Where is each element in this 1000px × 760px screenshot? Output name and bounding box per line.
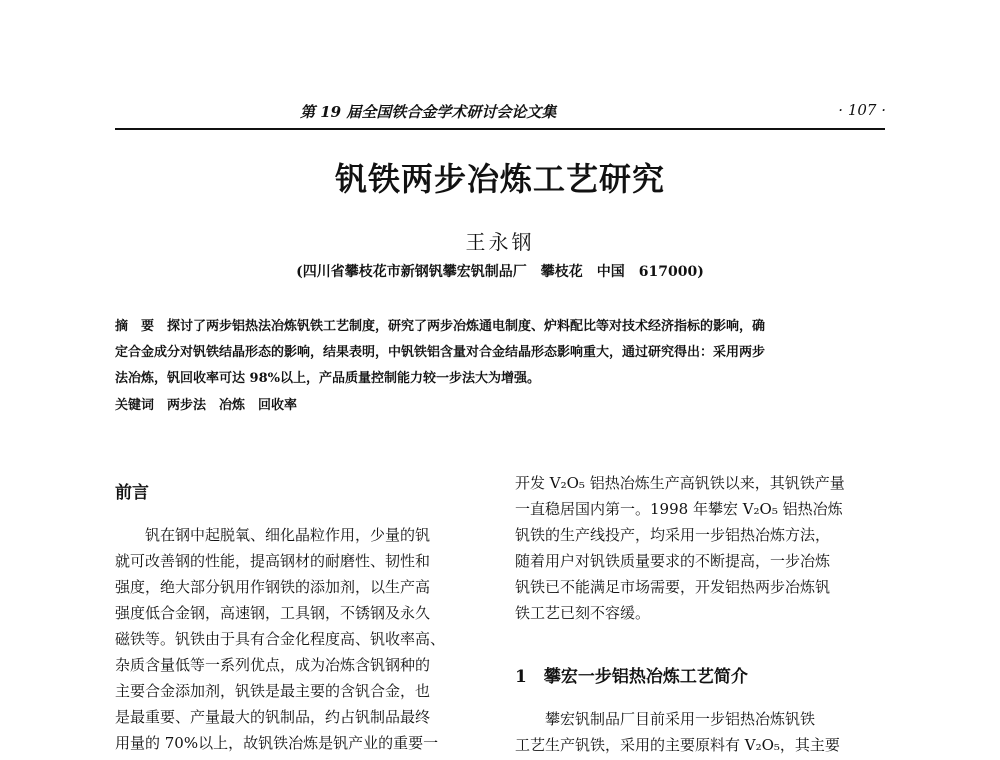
text-line: 随着用户对钒铁质量要求的不断提高，一步冶炼 xyxy=(515,552,831,570)
author-name: 王永钢 xyxy=(465,230,535,254)
abstract-line: 法冶炼，钒回收率可达 98%以上，产品质量控制能力较一步法大为增强。 xyxy=(115,371,540,386)
text-line: 铁工艺已刻不容缓。 xyxy=(515,604,651,622)
section-heading-intro: 前言 xyxy=(115,483,149,503)
paper-title: 钒铁两步冶炼工艺研究 xyxy=(334,160,665,198)
abstract xyxy=(115,314,885,392)
abstract-line: 摘 要 探讨了两步铝热法冶炼钒铁工艺制度，研究了两步冶炼通电制度、炉料配比等对技术经济指标的影响，确 xyxy=(115,319,766,334)
abstract-line: 定合金成分对钒铁结晶形态的影响，结果表明，中钒铁铝含量对合金结晶形态影响重大，通过研究得出：采用两步 xyxy=(115,345,766,360)
page-number: · 107 · xyxy=(838,101,886,119)
text-line: 攀宏钒制品厂目前采用一步铝热冶炼钒铁 xyxy=(515,710,816,728)
text-line: 强度，绝大部分钒用作钢铁的添加剂，以生产高 xyxy=(115,578,431,596)
text-line: 钒铁的生产线投产，均采用一步铝热冶炼方法， xyxy=(515,526,831,544)
keywords: 关键词 两步法 冶炼 回收率 xyxy=(115,398,298,413)
header-rule xyxy=(115,128,885,130)
text-line: 主要合金添加剂，钒铁是最主要的含钒合金，也 xyxy=(115,682,431,700)
running-header-title: 第 19 届全国铁合金学术研讨会论文集 xyxy=(300,103,557,121)
section1-paragraph xyxy=(515,706,890,758)
text-line: 工艺生产钒铁，采用的主要原料有 V₂O₅，其主要 xyxy=(515,736,840,754)
intro-paragraph xyxy=(115,522,485,756)
text-line: 钒在钢中起脱氧、细化晶粒作用，少量的钒 xyxy=(115,526,431,544)
text-line: 一直稳居国内第一。1998 年攀宏 V₂O₅ 铝热冶炼 xyxy=(515,500,843,518)
section-heading-1: 1 攀宏一步铝热冶炼工艺简介 xyxy=(515,667,748,687)
text-line: 开发 V₂O₅ 铝热冶炼生产高钒铁以来，其钒铁产量 xyxy=(515,474,845,492)
text-line: 钒铁已不能满足市场需要，开发铝热两步冶炼钒 xyxy=(515,578,831,596)
intro-continued-paragraph xyxy=(515,470,890,626)
text-line: 强度低合金钢，高速钢，工具钢，不锈钢及永久 xyxy=(115,604,431,622)
text-line: 杂质含量低等一系列优点，成为冶炼含钒钢种的 xyxy=(115,656,431,674)
text-line: 磁铁等。钒铁由于具有合金化程度高、钒收率高、 xyxy=(115,630,446,648)
text-line: 是最重要、产量最大的钒制品，约占钒制品最终 xyxy=(115,708,431,726)
author-affiliation: (四川省攀枝花市新钢钒攀宏钒制品厂 攀枝花 中国 617000) xyxy=(296,264,704,280)
text-line: 就可改善钢的性能，提高钢材的耐磨性、韧性和 xyxy=(115,552,431,570)
text-line: 用量的 70%以上，故钒铁冶炼是钒产业的重要一 xyxy=(115,734,439,752)
